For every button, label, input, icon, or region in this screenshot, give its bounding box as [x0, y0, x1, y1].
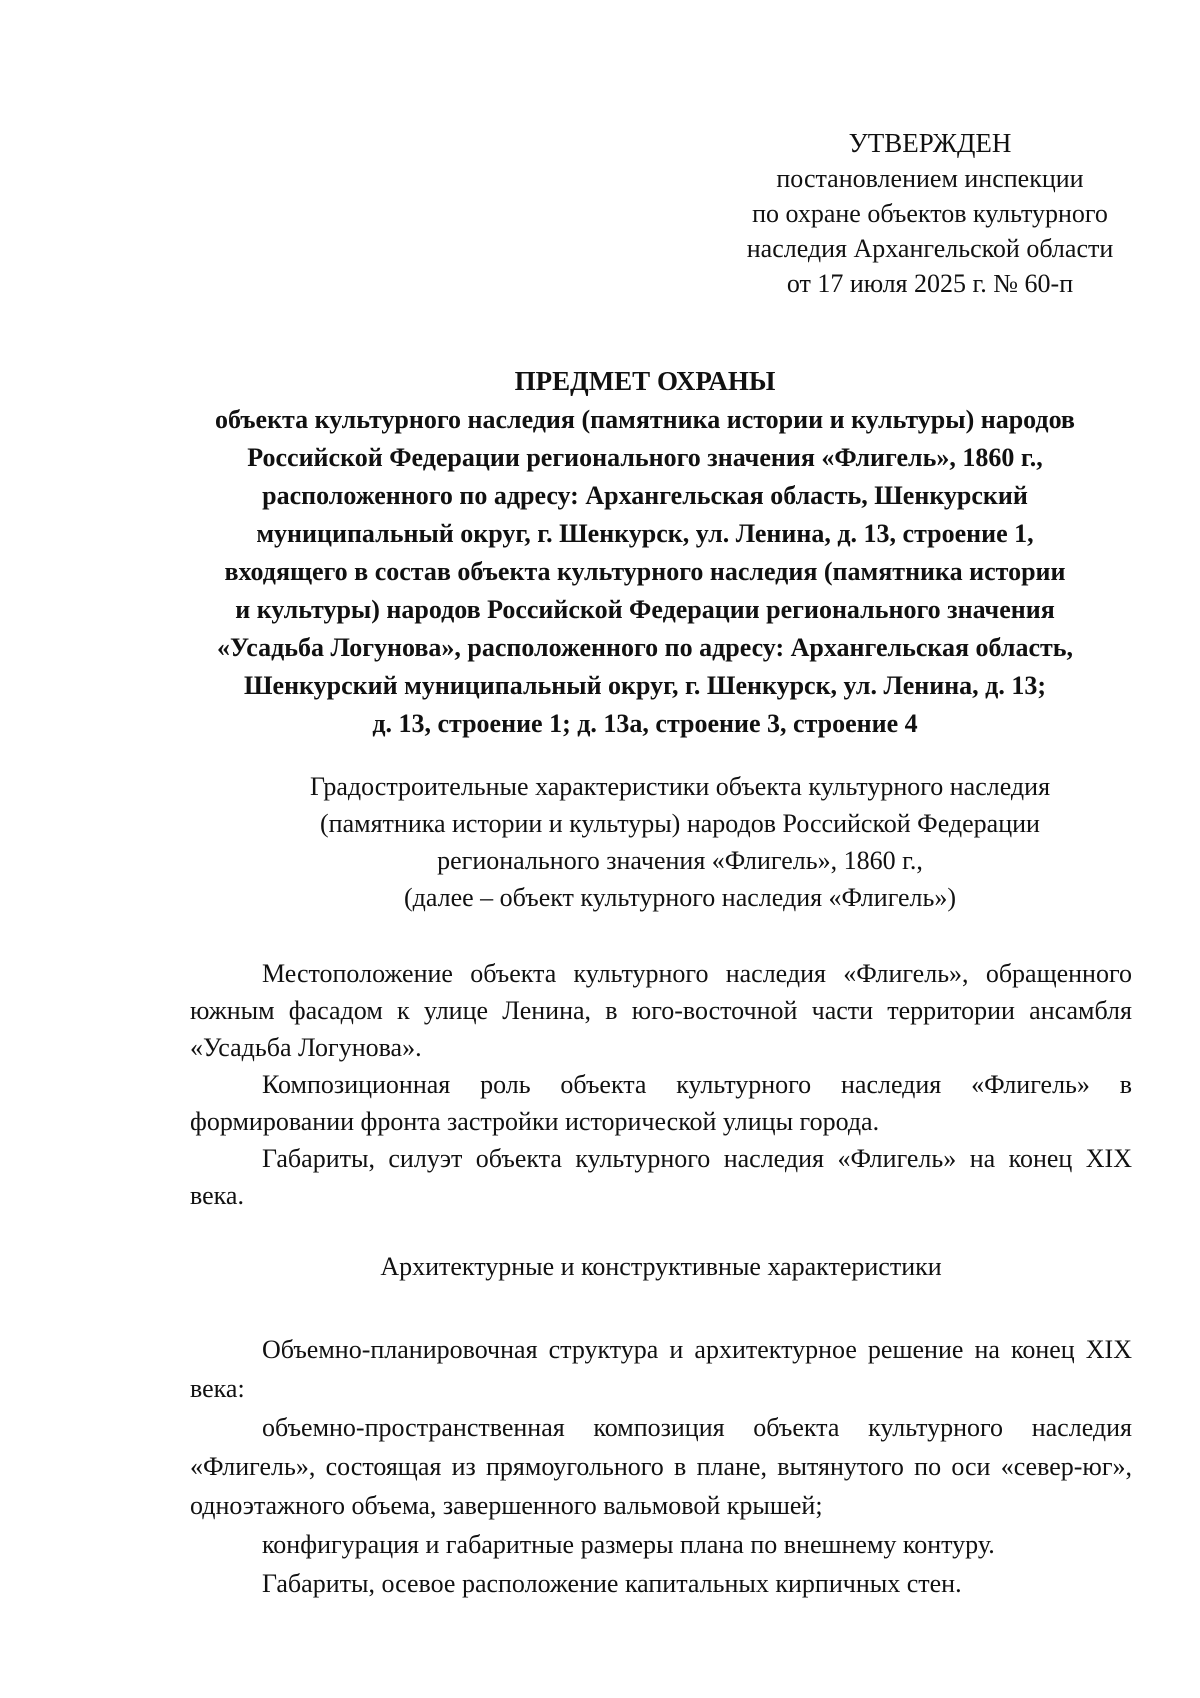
approval-line: по охране объектов культурного — [752, 199, 1108, 228]
approval-title: УТВЕРЖДЕН — [848, 128, 1012, 158]
paragraph: Композиционная роль объекта культурного наследия «Флигель» в формировании фронта застройки исторической улицы города. — [190, 1070, 1132, 1136]
paragraph: Местоположение объекта культурного наследия «Флигель», обращенного южным фасадом к улице Ленина, в юго-восточной части территории ансамбля «Усадьба Логунова». — [190, 959, 1132, 1062]
heading-line: расположенного по адресу: Архангельская область, Шенкурский — [262, 481, 1028, 510]
heading-line: Шенкурский муниципальный округ, г. Шенкурск, ул. Ленина, д. 13; — [243, 671, 1046, 700]
approval-line: от 17 июля 2025 г. № 60-п — [786, 269, 1074, 298]
document-heading — [180, 362, 1110, 743]
paragraph: Габариты, силуэт объекта культурного наследия «Флигель» на конец XIX века. — [190, 1144, 1132, 1210]
paragraph: Объемно-планировочная структура и архитектурное решение на конец XIX века: — [190, 1335, 1132, 1403]
heading-line: д. 13, строение 1; д. 13а, строение 3, строение 4 — [372, 709, 918, 738]
document-title: ПРЕДМЕТ ОХРАНЫ — [514, 366, 776, 396]
heading-line: муниципальный округ, г. Шенкурск, ул. Ленина, д. 13, строение 1, — [256, 519, 1034, 548]
heading-line: объекта культурного наследия (памятника истории и культуры) народов — [215, 405, 1075, 434]
approval-line: постановлением инспекции — [776, 164, 1084, 193]
paragraph: конфигурация и габаритные размеры плана по внешнему контуру. — [262, 1530, 995, 1559]
architecture-section-body — [190, 1330, 1132, 1603]
section-heading-line: Градостроительные характеристики объекта культурного наследия — [309, 772, 1051, 801]
approval-stamp — [720, 126, 1140, 301]
paragraph: объемно-пространственная композиция объекта культурного наследия «Флигель», состоящая из прямоугольного в плане, вытянутого по оси «север-юг», одноэтажного объема, завершенного вальмовой крышей; — [190, 1413, 1132, 1520]
paragraph: Габариты, осевое расположение капитальных кирпичных стен. — [262, 1569, 962, 1598]
section-heading-line: (памятника истории и культуры) народов Российской Федерации — [320, 809, 1040, 838]
heading-line: «Усадьба Логунова», расположенного по адресу: Архангельская область, — [216, 633, 1074, 662]
urban-section-heading — [250, 768, 1110, 916]
heading-line: Российской Федерации регионального значения «Флигель», 1860 г., — [247, 443, 1043, 472]
section-heading-line: (далее – объект культурного наследия «Флигель») — [403, 883, 957, 912]
heading-line: входящего в состав объекта культурного наследия (памятника истории — [224, 557, 1066, 586]
architecture-section-title: Архитектурные и конструктивные характеристики — [380, 1252, 942, 1281]
section-heading-line: регионального значения «Флигель», 1860 г., — [437, 846, 923, 875]
heading-line: и культуры) народов Российской Федерации регионального значения — [235, 595, 1055, 624]
urban-section-body — [190, 955, 1132, 1214]
approval-line: наследия Архангельской области — [746, 234, 1114, 263]
